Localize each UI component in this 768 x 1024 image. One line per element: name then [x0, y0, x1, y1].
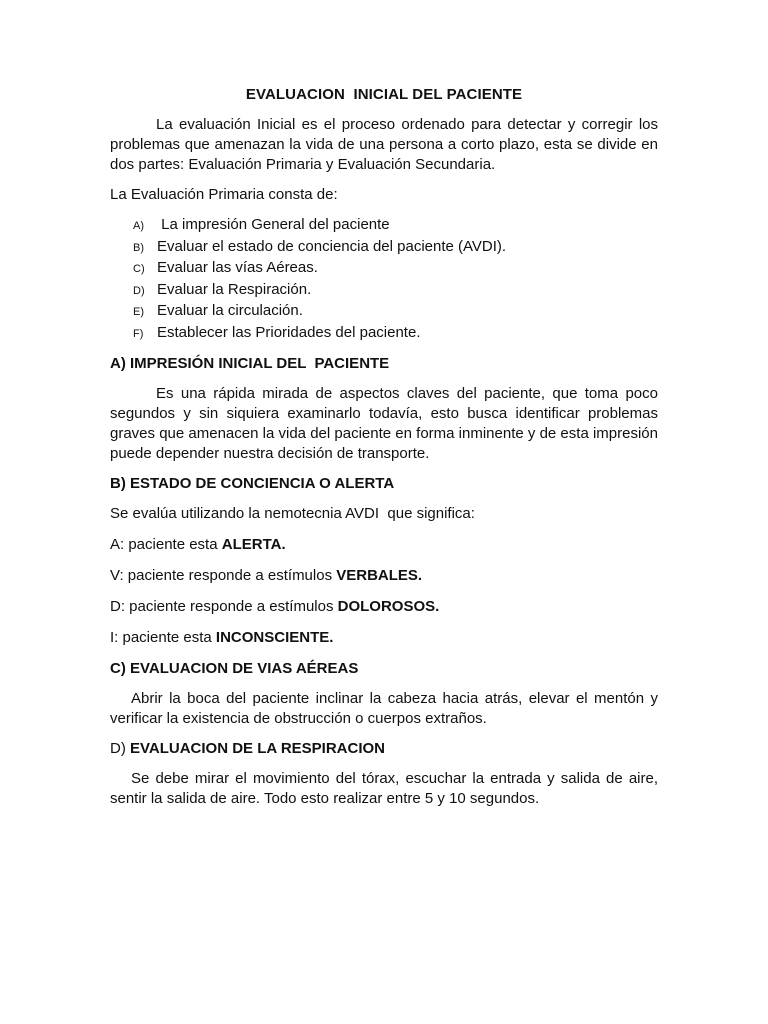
- list-item: [133, 323, 658, 345]
- list-item: [133, 301, 658, 323]
- avdi-prefix: D: paciente responde a estímulos: [110, 598, 338, 615]
- list-text: Evaluar el estado de conciencia del paciente (AVDI).: [157, 237, 507, 255]
- list-item: [133, 215, 658, 237]
- section-c-heading: C) EVALUACION DE VIAS AÉREAS: [110, 660, 359, 677]
- list-letter: F): [133, 327, 144, 340]
- section-d-prefix: D): [110, 740, 130, 757]
- avdi-prefix: V: paciente responde a estímulos: [110, 567, 337, 584]
- list-letter: C): [133, 263, 145, 275]
- avdi-item-dolorosos: [110, 597, 658, 617]
- list-text: Establecer las Prioridades del paciente.: [157, 323, 421, 341]
- section-d-heading: [110, 739, 658, 759]
- document-title: EVALUACION INICIAL DEL PACIENTE: [245, 86, 523, 103]
- intro-paragraph: La evaluación Inicial es el proceso ordenado para detectar y corregir los problemas que amenazan la vida de una persona a corto plazo, esta se divide en dos partes: Evaluación Primaria y Evaluación Secundaria.: [110, 116, 658, 173]
- avdi-keyword: INCONSCIENTE.: [215, 629, 334, 646]
- primary-list: [110, 215, 658, 344]
- section-a-body: Es una rápida mirada de aspectos claves del paciente, que toma poco segundos y sin siquiera examinarlo todavía, esto busca identificar problemas graves que amenacen la vida del paciente en forma inminente y de esta impresión puede depender nuestra decisión de transporte.: [110, 385, 658, 462]
- list-item: [133, 280, 658, 302]
- avdi-prefix: A: paciente esta: [110, 536, 222, 553]
- avdi-keyword: DOLOROSOS.: [337, 598, 440, 615]
- section-b-intro: Se evalúa utilizando la nemotecnia AVDI que significa:: [110, 505, 475, 522]
- list-text: Evaluar la circulación.: [157, 302, 303, 319]
- avdi-keyword: ALERTA.: [221, 536, 286, 553]
- list-letter: A): [133, 220, 144, 232]
- list-text: La impresión General del paciente: [157, 216, 390, 233]
- section-a-heading: A) IMPRESIÓN INICIAL DEL PACIENTE: [110, 355, 390, 372]
- avdi-item-inconsciente: [110, 628, 658, 648]
- list-letter: D): [133, 284, 145, 297]
- list-text: Evaluar la Respiración.: [157, 280, 312, 298]
- section-d-body: Se debe mirar el movimiento del tórax, escuchar la entrada y salida de aire, sentir la salida de aire. Todo esto realizar entre 5 y 10 segundos.: [110, 770, 658, 807]
- primary-intro: La Evaluación Primaria consta de:: [110, 186, 338, 203]
- section-d-title: EVALUACION DE LA RESPIRACION: [130, 740, 386, 757]
- avdi-keyword: VERBALES.: [336, 567, 423, 584]
- list-item: [133, 258, 658, 280]
- avdi-prefix: I: paciente esta: [110, 629, 216, 646]
- section-c-body: Abrir la boca del paciente inclinar la cabeza hacia atrás, elevar el mentón y verificar la existencia de obstrucción o cuerpos extraños.: [110, 690, 658, 727]
- avdi-item-alerta: [110, 535, 658, 555]
- list-item: [133, 237, 658, 259]
- list-letter: B): [133, 241, 144, 254]
- section-b-heading: B) ESTADO DE CONCIENCIA O ALERTA: [110, 475, 395, 492]
- avdi-item-verbales: [110, 566, 658, 586]
- list-text: Evaluar las vías Aéreas.: [157, 259, 318, 276]
- list-letter: E): [133, 306, 144, 318]
